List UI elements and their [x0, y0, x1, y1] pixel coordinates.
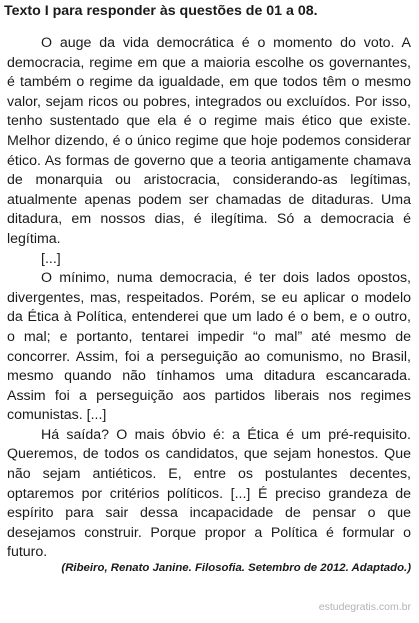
paragraph-ellipsis: [...] — [41, 250, 61, 267]
source-citation: (Ribeiro, Renato Janine. Filosofia. Setembro de 2012. Adaptado.) — [61, 562, 411, 574]
article-body — [7, 34, 411, 563]
paragraph-1: O auge da vida democrática é o momento do voto. A democracia, regime em que a maioria escolhe os governantes, é também o regime da igualdade, em que todos têm o mesmo valor, sejam ricos ou pobres, integrados ou excluídos. Por isso, tenho sustentado que ela é o regime mais ético que existe. Melhor dizendo, é o único regime que hoje podemos considerar ético. As formas de governo que a teoria antigamente chamava de monarquia ou aristocracia, considerando-as legítimas, atualmente apenas podem ser chamadas de ditaduras. Uma ditadura, em nossos dias, é ilegítima. Só a democracia é legítima. — [7, 35, 411, 247]
question-heading: Texto I para responder às questões de 01 a 08. — [4, 3, 318, 19]
site-watermark: estudegratis.com.br — [318, 601, 411, 613]
paragraph-3: Há saída? O mais óbvio é: a Ética é um pré-requisito. Queremos, de todos os candidatos, que sejam honestos. Que não sejam antiéticos. E, entre os postulantes decentes, optaremos por critérios políticos. [...] É preciso grandeza de espírito para sair dessa incapacidade de pensar o que desejamos construir. Porque propor a Política é formular o futuro. — [7, 426, 411, 561]
paragraph-2: O mínimo, numa democracia, é ter dois lados opostos, divergentes, mas, respeitados. Porém, se eu aplicar o modelo da Ética à Política, entenderei que um lado é o bem, e o outro, o mal; e portanto, tentarei impedir “o mal” até mesmo de concorrer. Assim, foi a perseguição ao comunismo, no Brasil, mesmo quando não tínhamos uma ditadura escancarada. Assim foi a perseguição aos partidos liberais nos regimes comunistas. [...] — [7, 270, 411, 424]
